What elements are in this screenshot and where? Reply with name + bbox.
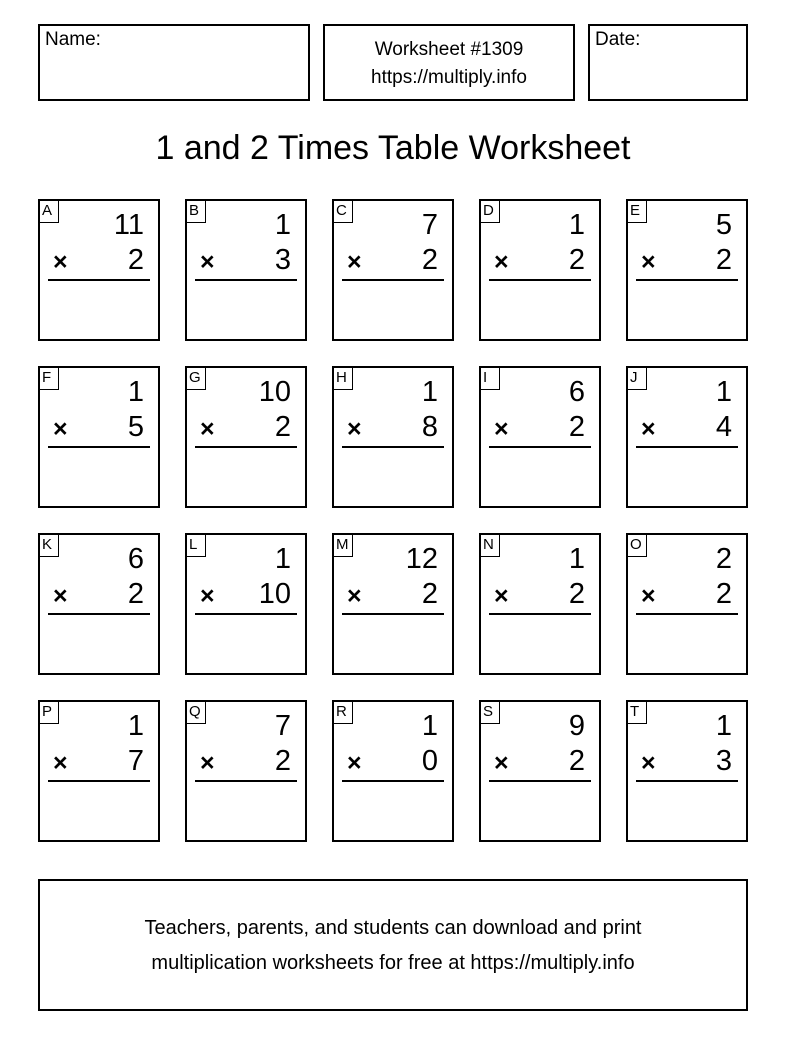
problem-letter: I: [479, 366, 500, 390]
problem-card: [332, 366, 454, 508]
answer-line: [195, 446, 297, 448]
multiplier: 3: [715, 745, 732, 777]
multiplier: 2: [421, 244, 438, 276]
answer-line: [48, 446, 150, 448]
problem-card: [185, 700, 307, 842]
multiplier: 2: [421, 578, 438, 610]
problem-letter: L: [185, 533, 206, 557]
multiply-operator: ×: [494, 415, 509, 443]
problem-card: [38, 700, 160, 842]
answer-line: [636, 613, 738, 615]
problem-letter: F: [38, 366, 59, 390]
multiplicand: 9: [568, 710, 585, 742]
worksheet-number: Worksheet #1309: [374, 39, 524, 60]
multiplier: 2: [127, 244, 144, 276]
problem-letter: S: [479, 700, 500, 724]
name-field-box: [38, 24, 310, 101]
multiplicand: 10: [258, 376, 291, 408]
answer-line: [636, 446, 738, 448]
multiplier: 2: [568, 411, 585, 443]
problem-letter: B: [185, 199, 206, 223]
multiply-operator: ×: [347, 749, 362, 777]
answer-line: [636, 780, 738, 782]
multiply-operator: ×: [494, 582, 509, 610]
multiplicand: 1: [715, 376, 732, 408]
answer-line: [489, 613, 591, 615]
multiply-operator: ×: [53, 749, 68, 777]
multiplicand: 7: [274, 710, 291, 742]
problem-letter: Q: [185, 700, 206, 724]
multiplier: 0: [421, 745, 438, 777]
multiply-operator: ×: [200, 582, 215, 610]
multiply-operator: ×: [641, 248, 656, 276]
multiply-operator: ×: [53, 582, 68, 610]
multiplier: 2: [568, 244, 585, 276]
multiplicand: 12: [405, 543, 438, 575]
problem-card: [332, 533, 454, 675]
multiply-operator: ×: [53, 248, 68, 276]
problem-letter: N: [479, 533, 500, 557]
answer-line: [195, 780, 297, 782]
multiplicand: 6: [568, 376, 585, 408]
multiplicand: 1: [568, 543, 585, 575]
multiply-operator: ×: [200, 248, 215, 276]
footer-box: [38, 879, 748, 1011]
answer-line: [342, 613, 444, 615]
multiplier: 5: [127, 411, 144, 443]
problem-card: [185, 199, 307, 341]
problem-grid: [38, 199, 750, 843]
answer-line: [48, 279, 150, 281]
multiplicand: 5: [715, 209, 732, 241]
multiply-operator: ×: [200, 749, 215, 777]
multiply-operator: ×: [53, 415, 68, 443]
multiply-operator: ×: [641, 415, 656, 443]
problem-card: [332, 700, 454, 842]
multiplicand: 1: [274, 209, 291, 241]
problem-letter: H: [332, 366, 353, 390]
multiplicand: 1: [715, 710, 732, 742]
multiplier: 7: [127, 745, 144, 777]
answer-line: [636, 279, 738, 281]
multiplicand: 2: [715, 543, 732, 575]
name-label: Name:: [45, 29, 101, 50]
multiplier: 2: [127, 578, 144, 610]
answer-line: [48, 613, 150, 615]
answer-line: [489, 780, 591, 782]
problem-card: [479, 199, 601, 341]
answer-line: [342, 446, 444, 448]
multiply-operator: ×: [200, 415, 215, 443]
answer-line: [489, 446, 591, 448]
multiplicand: 6: [127, 543, 144, 575]
multiplier: 2: [568, 578, 585, 610]
multiplicand: 1: [421, 710, 438, 742]
problem-card: [38, 366, 160, 508]
page-title: 1 and 2 Times Table Worksheet: [155, 129, 631, 167]
footer-line-2: multiplication worksheets for free at https://multiply.info: [151, 952, 635, 974]
problem-letter: D: [479, 199, 500, 223]
multiplier: 2: [715, 244, 732, 276]
multiplicand: 1: [421, 376, 438, 408]
answer-line: [489, 279, 591, 281]
date-field-box: [588, 24, 748, 101]
multiplier: 4: [715, 411, 732, 443]
multiplier: 2: [274, 745, 291, 777]
multiply-operator: ×: [641, 582, 656, 610]
problem-card: [38, 533, 160, 675]
multiplier: 2: [715, 578, 732, 610]
problem-card: [479, 366, 601, 508]
problem-letter: G: [185, 366, 206, 390]
multiplicand: 1: [127, 376, 144, 408]
multiplicand: 1: [127, 710, 144, 742]
multiply-operator: ×: [347, 248, 362, 276]
multiply-operator: ×: [494, 749, 509, 777]
multiply-operator: ×: [641, 749, 656, 777]
problem-letter: E: [626, 199, 647, 223]
multiplicand: 1: [274, 543, 291, 575]
multiply-operator: ×: [347, 415, 362, 443]
answer-line: [342, 279, 444, 281]
problem-card: [626, 366, 748, 508]
problem-card: [479, 533, 601, 675]
answer-line: [48, 780, 150, 782]
problem-card: [479, 700, 601, 842]
problem-letter: J: [626, 366, 647, 390]
date-label: Date:: [595, 29, 641, 50]
multiply-operator: ×: [347, 582, 362, 610]
problem-letter: R: [332, 700, 353, 724]
problem-card: [626, 533, 748, 675]
worksheet-info-box: [323, 24, 575, 101]
problem-card: [626, 700, 748, 842]
answer-line: [342, 780, 444, 782]
problem-letter: P: [38, 700, 59, 724]
problem-letter: K: [38, 533, 59, 557]
multiplier: 3: [274, 244, 291, 276]
multiplicand: 11: [113, 209, 144, 241]
multiplier: 8: [421, 411, 438, 443]
problem-letter: O: [626, 533, 647, 557]
problem-letter: M: [332, 533, 353, 557]
problem-card: [185, 533, 307, 675]
multiplier: 2: [274, 411, 291, 443]
answer-line: [195, 613, 297, 615]
problem-letter: T: [626, 700, 647, 724]
problem-card: [332, 199, 454, 341]
multiply-operator: ×: [494, 248, 509, 276]
multiplicand: 7: [421, 209, 438, 241]
problem-card: [626, 199, 748, 341]
worksheet-url: https://multiply.info: [371, 67, 527, 88]
answer-line: [195, 279, 297, 281]
problem-card: [185, 366, 307, 508]
problem-card: [38, 199, 160, 341]
multiplier: 10: [258, 578, 291, 610]
multiplier: 2: [568, 745, 585, 777]
footer-line-1: Teachers, parents, and students can download and print: [144, 917, 642, 939]
problem-letter: C: [332, 199, 353, 223]
multiplicand: 1: [568, 209, 585, 241]
problem-letter: A: [38, 199, 59, 223]
